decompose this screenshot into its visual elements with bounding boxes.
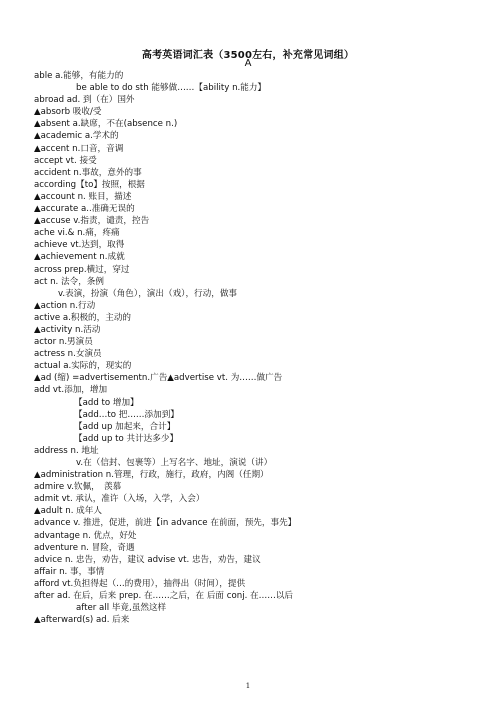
vocabulary-entry: ▲activity n.活动 [34,324,101,335]
vocabulary-entry: active a.积极的，主动的 [34,312,132,323]
vocabulary-entry: ▲account n. 账目，描述 [34,191,132,202]
vocabulary-entry: after ad. 在后，后来 prep. 在……之后，在 后面 conj. 在……以后 [34,591,294,602]
vocabulary-entry: ▲absorb 吸收/受 [34,107,102,118]
vocabulary-entry: ▲accurate a..准确无误的 [34,204,135,215]
vocabulary-entry: advantage n. 优点，好处 [34,530,137,541]
vocabulary-entry: admire v.钦佩， 羡慕 [34,482,122,493]
vocabulary-entry: ▲administration n.管理，行政，施行，政府，内阁（任期） [34,470,269,481]
vocabulary-entry: ▲academic a.学术的 [34,131,119,142]
vocabulary-list [34,70,474,626]
vocabulary-entry: accident n.事故，意外的事 [34,167,142,178]
vocabulary-entry: ▲adult n. 成年人 [34,506,102,517]
vocabulary-entry: ache vi.& n.痛，疼痛 [34,228,120,239]
vocabulary-entry: 【add up to 共计达多少】 [74,433,179,444]
vocabulary-entry: abroad ad. 到（在）国外 [34,95,135,106]
vocabulary-entry: ▲afterward(s) ad. 后来 [34,615,130,626]
vocabulary-entry: ▲action n.行动 [34,300,96,311]
vocabulary-entry: admit vt. 承认，准许（入场，入学，入会） [34,494,205,505]
vocabulary-entry: adventure n. 冒险，奇遇 [34,542,135,553]
vocabulary-entry: advice n. 忠告，劝告，建议 advise vt. 忠告，劝告，建议 [34,554,261,565]
vocabulary-entry: accept vt. 接受 [34,155,97,166]
vocabulary-entry: v.在（信封、包裹等）上写名字、地址，演说（讲） [76,458,273,468]
vocabulary-entry: achieve vt.达到，取得 [34,240,125,251]
vocabulary-entry: afford vt.负担得起（…的费用），抽得出（时间），提供 [34,578,246,589]
page-number: 1 [245,682,251,690]
vocabulary-entry: able a.能够，有能力的 [34,71,124,81]
vocabulary-entry: ▲absent a.缺席，不在(absence n.) [34,119,178,130]
vocabulary-entry: 【add up 加起来，合计】 [74,421,176,432]
vocabulary-entry: 【add…to 把……添加到】 [74,409,179,420]
vocabulary-entry: 【add to 增加】 [74,397,139,408]
vocabulary-entry: across prep.横过，穿过 [34,264,130,275]
vocabulary-entry: actor n.男演员 [34,337,93,348]
vocabulary-entry: affair n. 事，事情 [34,566,105,577]
vocabulary-entry: after all 毕竟,虽然这样 [76,603,167,614]
vocabulary-entry: ▲accuse v.指责，谴责，控告 [34,216,150,227]
vocabulary-entry: address n. 地址 [34,445,99,456]
vocabulary-entry: add vt.添加，增加 [34,385,108,396]
vocabulary-entry: actual a.实际的，现实的 [34,361,132,372]
vocabulary-entry: ▲accent n.口音，音调 [34,143,124,154]
vocabulary-entry: ▲ad (缩) =advertisementn.广告▲advertise vt. 为……做广告 [34,373,283,384]
section-letter: A [244,58,252,69]
vocabulary-entry: v.表演，扮演（角色），演出（戏），行动，做事 [58,288,238,299]
vocabulary-entry: according【to】按照，根据 [34,179,145,190]
page-title: 高考英语词汇表（3500左右，补充常见词组） [141,50,355,61]
vocabulary-entry: advance v. 推进，促进，前进【in advance 在前面，预先，事先】 [34,518,297,529]
vocabulary-entry: act n. 法令，条例 [34,276,104,287]
vocabulary-entry: actress n.女演员 [34,349,102,360]
vocabulary-entry: ▲achievement n.成就 [34,252,125,263]
vocabulary-entry: be able to do sth 能够做……【ability n.能力】 [76,83,267,94]
